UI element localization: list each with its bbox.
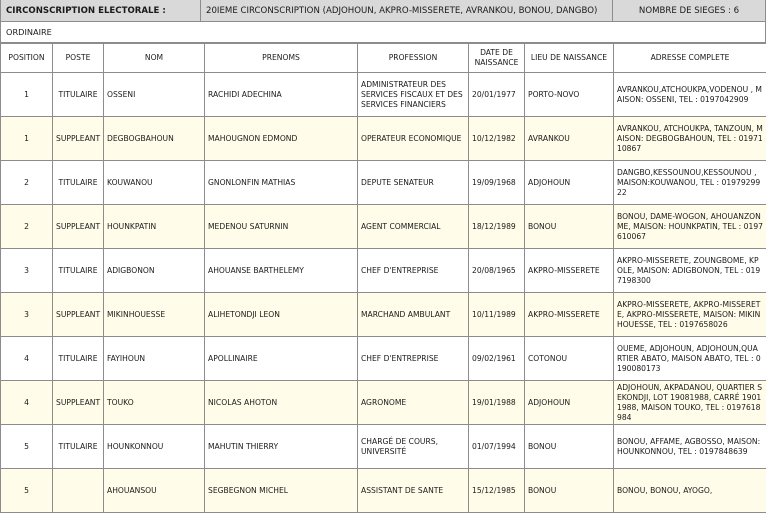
section-label: ORDINAIRE — [0, 22, 766, 43]
cell-nom: DEGBOGBAHOUN — [104, 117, 205, 161]
cell-poste: TITULAIRE — [53, 249, 104, 293]
table-row — [1, 249, 766, 293]
table-row — [1, 469, 766, 513]
cell-adresse: BONOU, AFFAME, AGBOSSO, MAISON: HOUNKONNOU, TEL : 0197848639 — [614, 425, 766, 469]
cell-date: 20/01/1977 — [469, 73, 525, 117]
col-lieu-header: LIEU DE NAISSANCE — [525, 44, 614, 73]
cell-poste: TITULAIRE — [53, 73, 104, 117]
cell-poste: SUPPLEANT — [53, 117, 104, 161]
seats-count: NOMBRE DE SIEGES : 6 — [613, 0, 766, 21]
cell-adresse: DANGBO,KESSOUNOU,KESSOUNOU ,MAISON:KOUWANOU, TEL : 0197929922 — [614, 161, 766, 205]
table-header-row — [1, 44, 766, 73]
cell-nom: HOUNKONNOU — [104, 425, 205, 469]
cell-position: 4 — [1, 337, 53, 381]
cell-prenoms: ALIHETONDJI LEON — [205, 293, 358, 337]
cell-lieu: ADJOHOUN — [525, 381, 614, 425]
cell-prenoms: SEGBEGNON MICHEL — [205, 469, 358, 513]
cell-position: 2 — [1, 161, 53, 205]
cell-date: 20/08/1965 — [469, 249, 525, 293]
col-adresse-header: ADRESSE COMPLETE — [614, 44, 766, 73]
cell-prenoms: APOLLINAIRE — [205, 337, 358, 381]
cell-lieu: BONOU — [525, 469, 614, 513]
table-row — [1, 381, 766, 425]
cell-adresse: AKPRO-MISSERETE, ZOUNGBOME, KPOLE, MAISON: ADIGBONON, TEL : 0197198300 — [614, 249, 766, 293]
cell-profession: OPERATEUR ECONOMIQUE — [358, 117, 469, 161]
cell-prenoms: RACHIDI ADECHINA — [205, 73, 358, 117]
cell-profession: CHEF D'ENTREPRISE — [358, 249, 469, 293]
cell-position: 4 — [1, 381, 53, 425]
cell-nom: KOUWANOU — [104, 161, 205, 205]
cell-poste: TITULAIRE — [53, 425, 104, 469]
cell-prenoms: MAHUTIN THIERRY — [205, 425, 358, 469]
col-date-header: DATE DE NAISSANCE — [469, 44, 525, 73]
cell-nom: TOUKO — [104, 381, 205, 425]
table-row — [1, 425, 766, 469]
cell-prenoms: AHOUANSE BARTHELEMY — [205, 249, 358, 293]
table-row — [1, 205, 766, 249]
cell-position: 5 — [1, 469, 53, 513]
table-row — [1, 337, 766, 381]
table-body — [1, 73, 766, 513]
cell-prenoms: MAHOUGNON EDMOND — [205, 117, 358, 161]
cell-date: 01/07/1994 — [469, 425, 525, 469]
cell-poste: TITULAIRE — [53, 337, 104, 381]
cell-lieu: PORTO-NOVO — [525, 73, 614, 117]
cell-position: 3 — [1, 249, 53, 293]
cell-date: 19/09/1968 — [469, 161, 525, 205]
cell-lieu: AVRANKOU — [525, 117, 614, 161]
table-row — [1, 293, 766, 337]
cell-poste: SUPPLEANT — [53, 293, 104, 337]
cell-lieu: COTONOU — [525, 337, 614, 381]
cell-date: 18/12/1989 — [469, 205, 525, 249]
cell-nom: AHOUANSOU — [104, 469, 205, 513]
cell-nom: MIKINHOUESSE — [104, 293, 205, 337]
cell-adresse: ADJOHOUN, AKPADANOU, QUARTIER SEKONDJI, LOT 19081988, CARRÉ 19011988, MAISON TOUKO, TEL : 0197618984 — [614, 381, 766, 425]
cell-position: 5 — [1, 425, 53, 469]
candidates-table — [0, 43, 766, 513]
cell-date: 10/11/1989 — [469, 293, 525, 337]
table-row — [1, 161, 766, 205]
cell-lieu: BONOU — [525, 425, 614, 469]
cell-poste: TITULAIRE — [53, 161, 104, 205]
constituency-label: CIRCONSCRIPTION ELECTORALE : — [0, 0, 201, 21]
cell-profession: ADMINISTRATEUR DES SERVICES FISCAUX ET DES SERVICES FINANCIERS — [358, 73, 469, 117]
cell-nom: OSSENI — [104, 73, 205, 117]
cell-poste: SUPPLEANT — [53, 205, 104, 249]
cell-profession: DEPUTE SENATEUR — [358, 161, 469, 205]
cell-adresse: AKPRO-MISSERETE, AKPRO-MISSERETE, AKPRO-MISSERETE, MAISON: MIKINHOUESSE, TEL : 0197658026 — [614, 293, 766, 337]
header-row — [0, 0, 766, 22]
table-row — [1, 117, 766, 161]
cell-nom: HOUNKPATIN — [104, 205, 205, 249]
cell-date: 10/12/1982 — [469, 117, 525, 161]
cell-adresse: BONOU, DAME-WOGON, AHOUANZONME, MAISON: HOUNKPATIN, TEL : 0197610067 — [614, 205, 766, 249]
cell-prenoms: GNONLONFIN MATHIAS — [205, 161, 358, 205]
constituency-value: 20IEME CIRCONSCRIPTION (ADJOHOUN, AKPRO-MISSERETE, AVRANKOU, BONOU, DANGBO) — [201, 0, 613, 21]
cell-profession: MARCHAND AMBULANT — [358, 293, 469, 337]
cell-date: 15/12/1985 — [469, 469, 525, 513]
col-poste-header: POSTE — [53, 44, 104, 73]
col-prenoms-header: PRENOMS — [205, 44, 358, 73]
cell-adresse: AVRANKOU,ATCHOUKPA,VODENOU , MAISON: OSSENI, TEL : 0197042909 — [614, 73, 766, 117]
cell-adresse: OUEME, ADJOHOUN, ADJOHOUN,QUARTIER ABATO, MAISON ABATO, TEL : 0190080173 — [614, 337, 766, 381]
col-position-header: POSITION — [1, 44, 53, 73]
cell-profession: CHEF D'ENTREPRISE — [358, 337, 469, 381]
col-profession-header: PROFESSION — [358, 44, 469, 73]
cell-profession: ASSISTANT DE SANTE — [358, 469, 469, 513]
cell-profession: AGENT COMMERCIAL — [358, 205, 469, 249]
cell-poste: SUPPLEANT — [53, 381, 104, 425]
cell-date: 19/01/1988 — [469, 381, 525, 425]
cell-position: 2 — [1, 205, 53, 249]
cell-prenoms: NICOLAS AHOTON — [205, 381, 358, 425]
cell-adresse: AVRANKOU, ATCHOUKPA, TANZOUN, MAISON: DEGBOGBAHOUN, TEL : 0197110867 — [614, 117, 766, 161]
table-row — [1, 73, 766, 117]
cell-nom: FAYIHOUN — [104, 337, 205, 381]
cell-lieu: AKPRO-MISSERETE — [525, 249, 614, 293]
cell-lieu: BONOU — [525, 205, 614, 249]
cell-adresse: BONOU, BONOU, AYOGO, — [614, 469, 766, 513]
cell-profession: CHARGÉ DE COURS, UNIVERSITÉ — [358, 425, 469, 469]
cell-lieu: AKPRO-MISSERETE — [525, 293, 614, 337]
cell-nom: ADIGBONON — [104, 249, 205, 293]
cell-prenoms: MEDENOU SATURNIN — [205, 205, 358, 249]
cell-lieu: ADJOHOUN — [525, 161, 614, 205]
cell-position: 1 — [1, 117, 53, 161]
cell-position: 3 — [1, 293, 53, 337]
cell-profession: AGRONOME — [358, 381, 469, 425]
cell-date: 09/02/1961 — [469, 337, 525, 381]
cell-poste — [53, 469, 104, 513]
cell-position: 1 — [1, 73, 53, 117]
col-nom-header: NOM — [104, 44, 205, 73]
